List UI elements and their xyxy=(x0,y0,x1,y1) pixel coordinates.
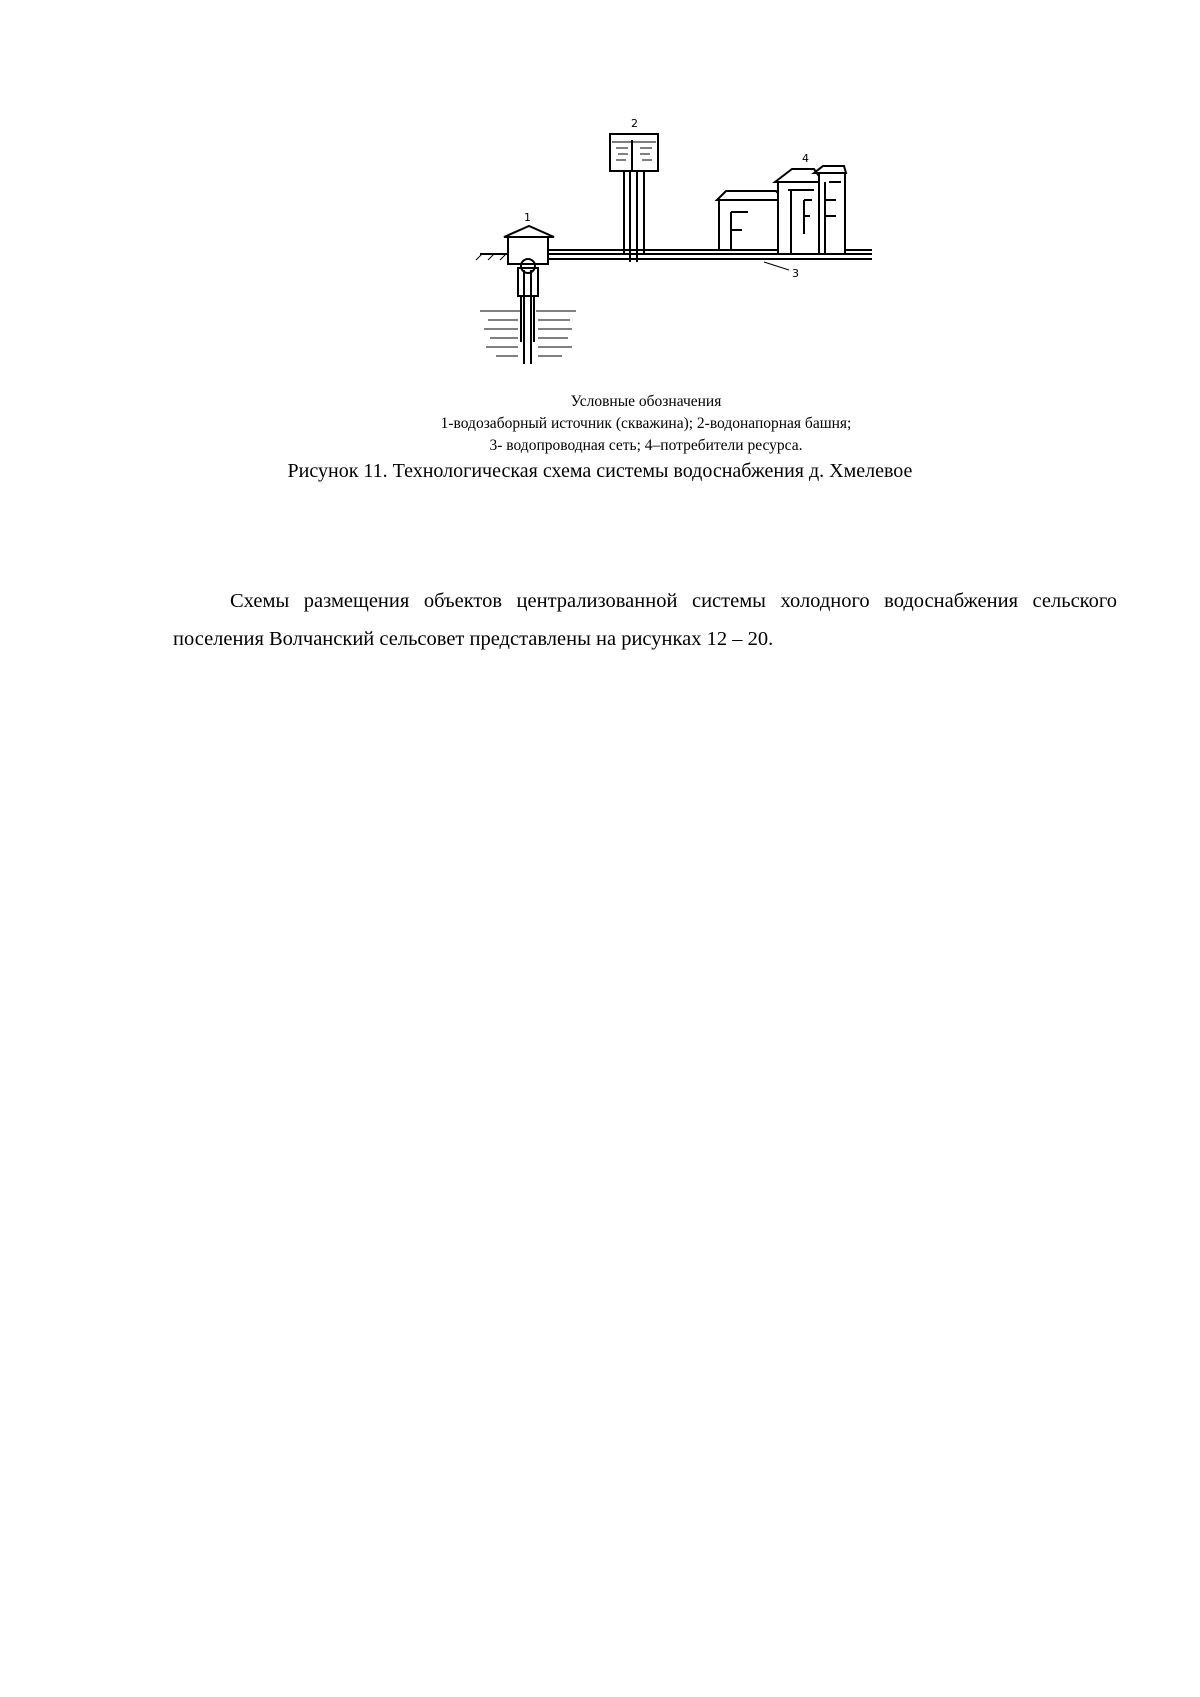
water-supply-scheme-diagram xyxy=(474,112,878,374)
legend-line-2: 3- водопроводная сеть; 4–потребители ресурса. xyxy=(489,437,803,454)
aquifer-water-lines xyxy=(480,311,576,356)
label-network: 3 xyxy=(792,267,799,280)
label-consumers: 4 xyxy=(802,152,809,165)
network-pointer xyxy=(764,262,789,270)
body-paragraph: Схемы размещения объектов централизованной системы холодного водоснабжения сельского поселения Волчанский сельсовет представлены на рисунках 12 – 20. xyxy=(173,590,1117,650)
legend-title: Условные обозначения xyxy=(570,393,722,410)
legend-line-1: 1-водозаборный источник (скважина); 2-водонапорная башня; xyxy=(440,415,852,432)
label-well: 1 xyxy=(524,211,531,224)
figure-caption: Рисунок 11. Технологическая схема системы водоснабжения д. Хмелевое xyxy=(287,460,913,482)
label-tower: 2 xyxy=(631,117,638,130)
well-house xyxy=(504,226,554,364)
consumer-houses xyxy=(717,166,846,254)
water-tower xyxy=(610,134,658,262)
